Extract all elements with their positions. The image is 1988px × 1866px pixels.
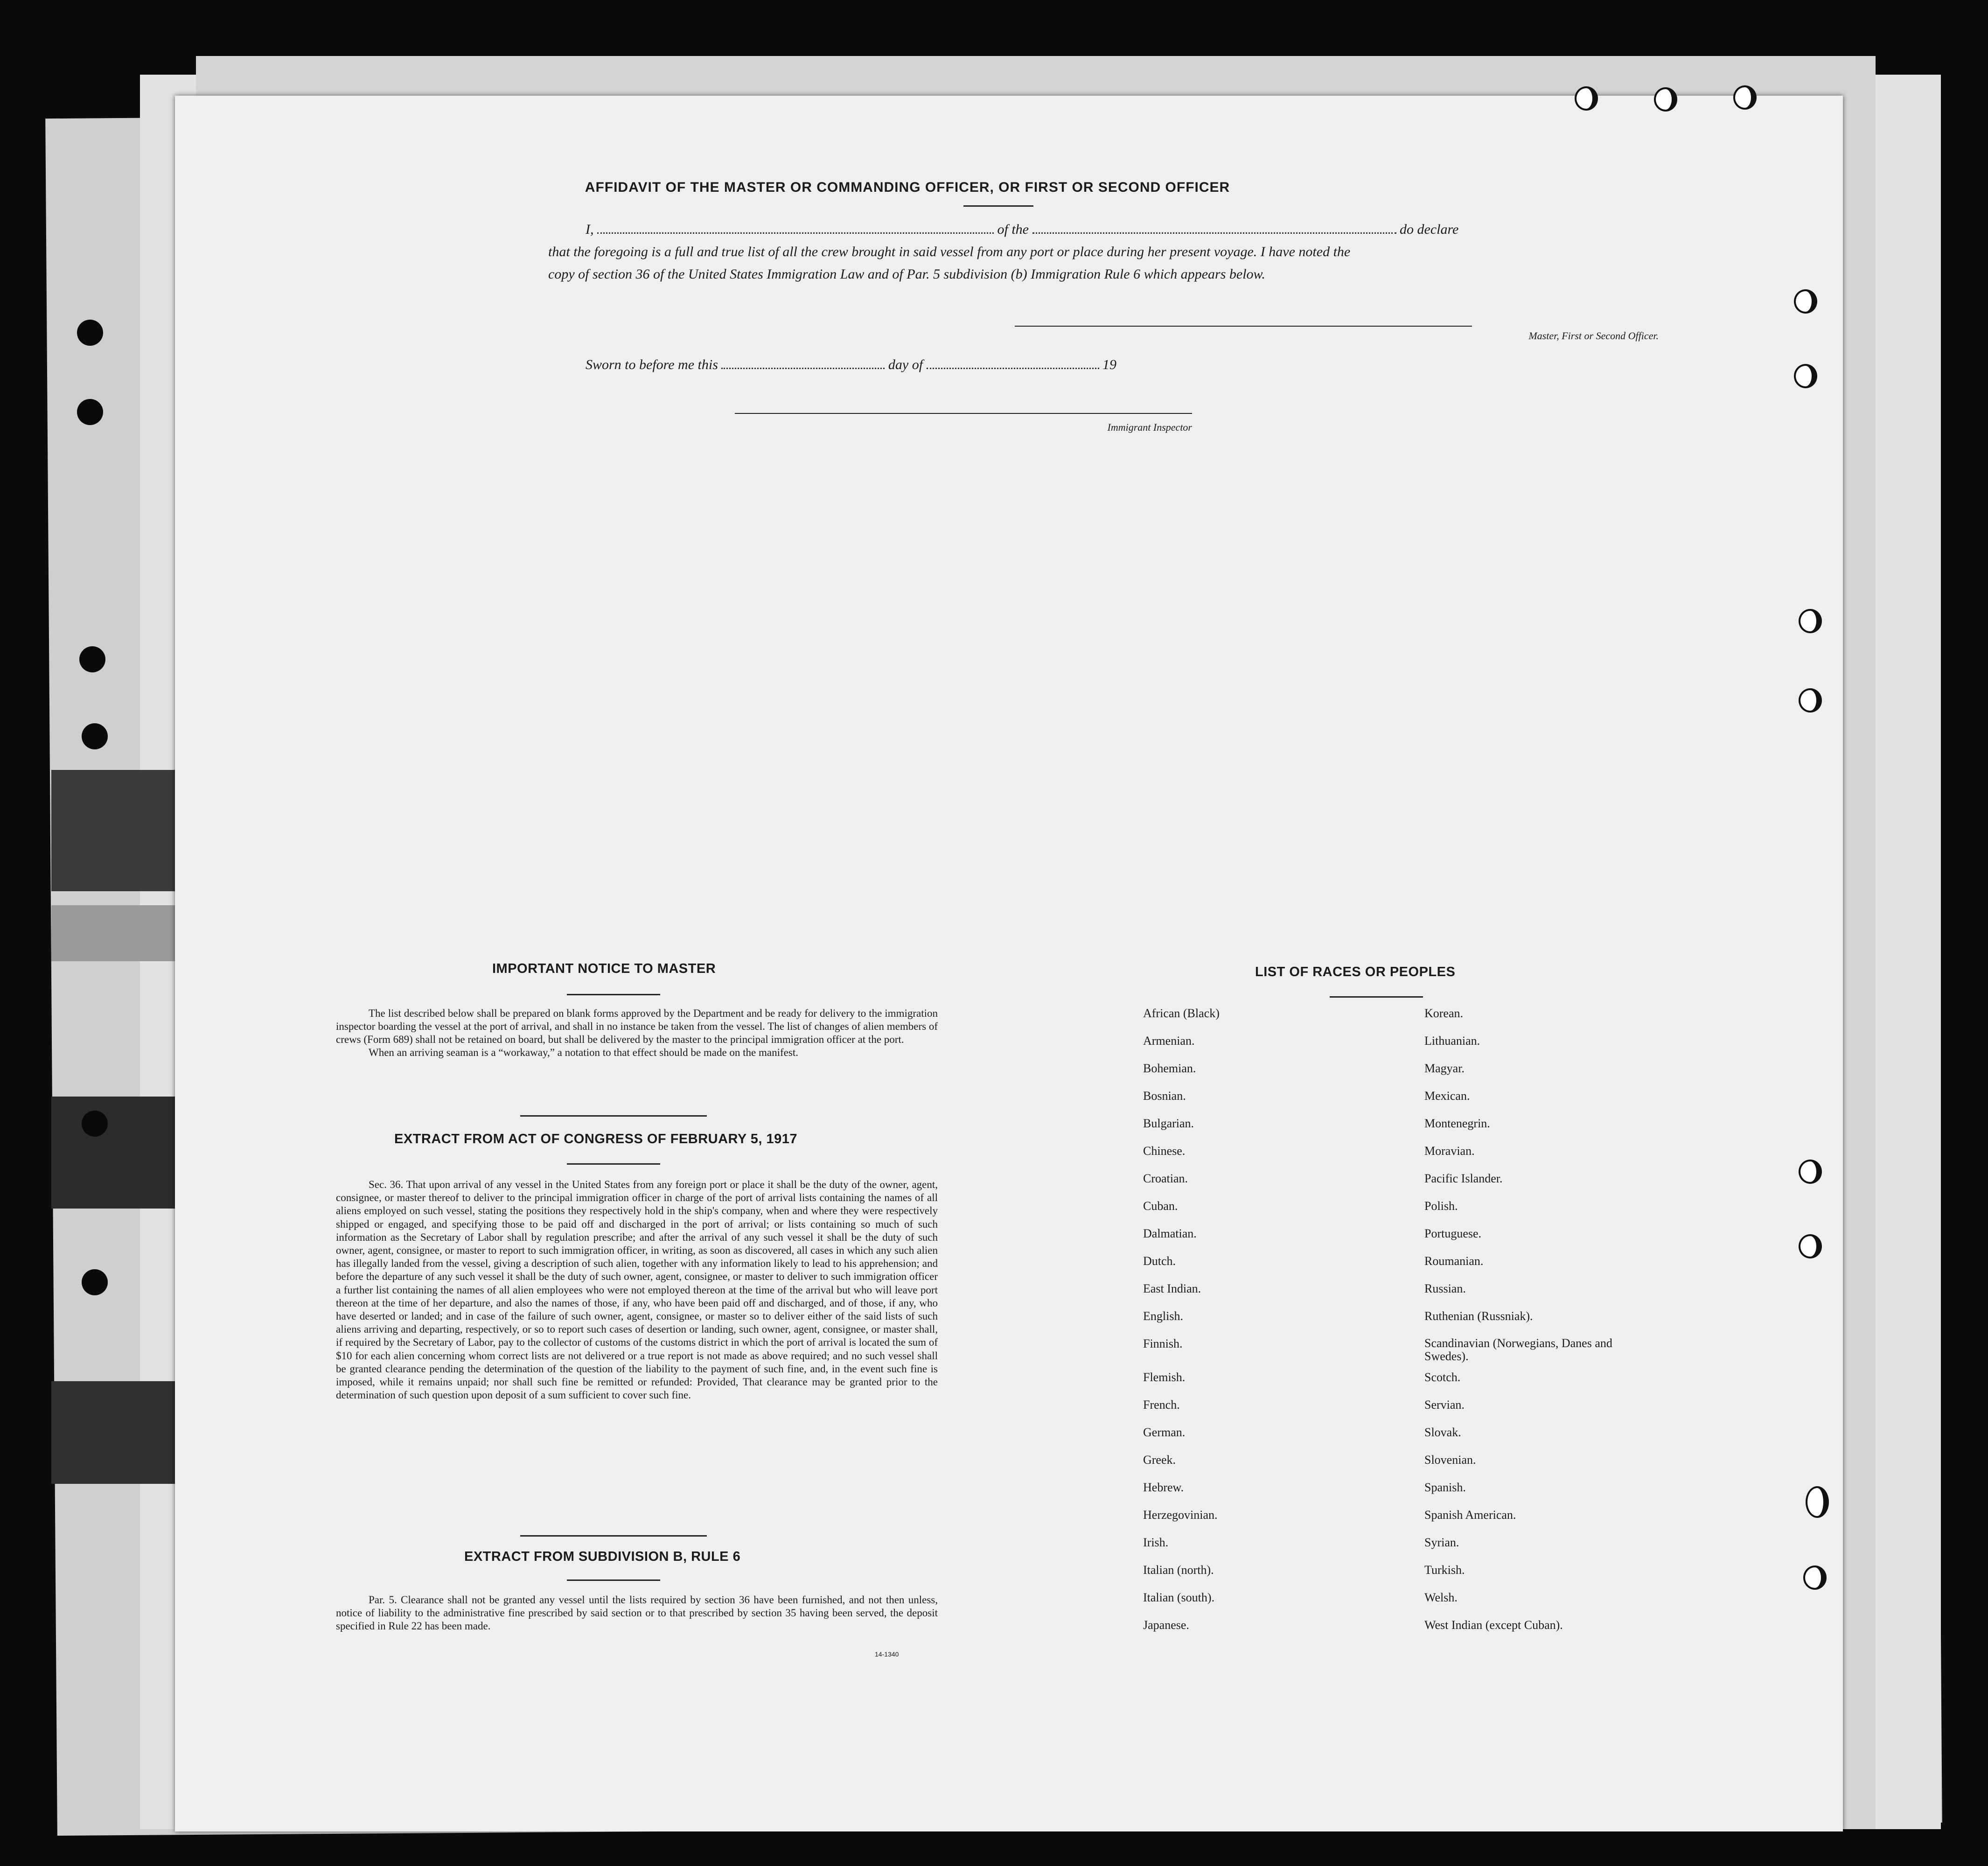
inspector-label: Immigrant Inspector	[1107, 421, 1192, 433]
notice-paragraph-2: When an arriving seaman is a “workaway,” a notation to that effect should be made on the manifest.	[369, 1047, 798, 1058]
affidavit-line3: copy of section 36 of the United States Immigration Law and of Par. 5 subdivision (b) Immigration Rule 6 which appears below.	[548, 266, 1265, 282]
divider	[567, 1579, 660, 1581]
name-blank[interactable]	[597, 223, 994, 234]
bleed-through	[310, 446, 318, 460]
race-item: Polish.	[1424, 1199, 1458, 1213]
race-item: English.	[1143, 1309, 1183, 1323]
race-item: Flemish.	[1143, 1370, 1186, 1384]
race-item: Cuban.	[1143, 1199, 1178, 1213]
binder-pin	[1794, 364, 1817, 388]
binder-pin	[1733, 85, 1757, 110]
race-item: Slovak.	[1424, 1426, 1461, 1439]
race-item: Scandinavian (Norwegians, Danes and Swedes).	[1424, 1336, 1612, 1363]
race-item: Montenegrin.	[1424, 1117, 1490, 1130]
race-item: German.	[1143, 1426, 1186, 1439]
divider	[567, 994, 660, 995]
sworn-month-blank[interactable]	[927, 358, 1099, 369]
race-item: Dutch.	[1143, 1254, 1176, 1268]
page-edge-stripe	[51, 770, 191, 891]
race-item: Slovenian.	[1424, 1453, 1476, 1467]
race-item: Russian.	[1424, 1282, 1466, 1295]
race-item: Chinese.	[1143, 1144, 1186, 1158]
page-edge-stripe	[51, 1381, 191, 1484]
race-item: Servian.	[1424, 1398, 1465, 1412]
sworn-day-blank[interactable]	[721, 358, 885, 369]
extract-rule-title: EXTRACT FROM SUBDIVISION B, RULE 6	[464, 1549, 741, 1564]
year-label: 19	[1102, 357, 1117, 372]
do-declare-label: do declare	[1400, 222, 1459, 237]
divider	[1330, 996, 1423, 998]
race-item: Turkish.	[1424, 1563, 1465, 1577]
race-item: Armenian.	[1143, 1034, 1195, 1048]
notice-paragraph-1: The list described below shall be prepared on blank forms approved by the Department and be ready for delivery to the immigration inspector boarding the vessel at the port of arrival, and shall in no instance be taken from the vessel. The list of changes of alien members of crews (Form 689) shall not be retained on board, but shall be delivered by the master to the principal immigration officer at the port.	[336, 1007, 938, 1045]
race-item: African (Black)	[1143, 1006, 1220, 1020]
binder-pin	[1799, 1160, 1822, 1184]
affidavit-line1	[586, 222, 1458, 238]
divider	[963, 205, 1033, 207]
section-36-text: Sec. 36. That upon arrival of any vessel in the United States from any foreign port or place it shall be the duty of the owner, agent, consignee, or master thereof to deliver to the principal immigration officer in charge of the port of arrival lists containing the names of all aliens employed on such vessel, stating the positions they respectively hold in the ship's company, when and where they were respectively shipped or engaged, and specifying those to be paid off and discharged in the port of arrival; or lists containing so much of such information as the Secretary of Labor shall by regulation prescribe; and after the arrival of any such vessel it shall be the duty of such owner, agent, consignee, or master to report to such immigration officer, in writing, as soon as discovered, all cases in which any such alien has illegally landed from the vessel, giving a description of such alien, together with any information likely to lead to his apprehension; and before the departure of any such vessel it shall be the duty of such owner, agent, consignee, or master to deliver to such immigration officer a further list containing the names of all alien employees who were not employed thereon at the time of the arrival but who will leave port thereon at the time of her departure, and also the names of those, if any, who have been paid off and discharged, and of those, if any, who have deserted or landed; and in case of the failure of such owner, agent, consignee, or master so to deliver either of the said lists of such aliens arriving and departing, respectively, or so to report such cases of desertion or landing, such owner, agent, consignee, or master shall, if required by the Secretary of Labor, pay to the collector of customs of the customs district in which the port of arrival is located the sum of $10 for each alien concerning whom correct lists are not delivered or a true report is not made as above required; and no such vessel shall be granted clearance pending the determination of the question of the liability to the payment of such fine, and, in the event such fine is imposed, while it remains unpaid; nor shall such fine be remitted or refunded: Provided, That clearance may be granted prior to the determination of such question upon deposit of a sum sufficient to cover such fine.	[336, 1179, 938, 1401]
race-item: Japanese.	[1143, 1618, 1189, 1632]
binder-pin	[1799, 1234, 1822, 1258]
race-item: Korean.	[1424, 1006, 1464, 1020]
race-item: French.	[1143, 1398, 1180, 1412]
extract-act-body	[336, 1178, 938, 1402]
divider	[520, 1115, 707, 1117]
race-item: Bohemian.	[1143, 1062, 1196, 1075]
races-title: LIST OF RACES OR PEOPLES	[1255, 964, 1456, 979]
affidavit-title: AFFIDAVIT OF THE MASTER OR COMMANDING OFFICER, OR FIRST OR SECOND OFFICER	[585, 180, 1230, 195]
extract-rule-body	[336, 1593, 938, 1633]
punch-hole	[82, 1111, 108, 1137]
signature-line[interactable]	[1015, 326, 1472, 327]
binder-pin	[1794, 289, 1817, 314]
race-item: West Indian (except Cuban).	[1424, 1618, 1563, 1632]
race-item: Dalmatian.	[1143, 1227, 1197, 1240]
race-item: Spanish American.	[1424, 1508, 1516, 1522]
binder-pin	[1799, 609, 1822, 633]
inspector-line[interactable]	[735, 413, 1192, 414]
day-of-label: day of	[888, 357, 923, 372]
race-item: East Indian.	[1143, 1282, 1201, 1295]
race-item: Hebrew.	[1143, 1481, 1184, 1494]
race-item: Greek.	[1143, 1453, 1176, 1467]
divider	[567, 1163, 660, 1165]
affidavit-line2: that the foregoing is a full and true list of all the crew brought in said vessel from any port or place during her present voyage. I have noted the	[548, 244, 1351, 259]
race-item: Spanish.	[1424, 1481, 1466, 1494]
page-edge-stripe	[51, 905, 191, 961]
race-item: Magyar.	[1424, 1062, 1465, 1075]
race-item: Portuguese.	[1424, 1227, 1482, 1240]
notice-body	[336, 1007, 938, 1059]
page-edge-stripe	[51, 1097, 191, 1209]
punch-hole	[82, 1269, 108, 1295]
race-item: Herzegovinian.	[1143, 1508, 1218, 1522]
extract-act-title: EXTRACT FROM ACT OF CONGRESS OF FEBRUARY 5, 1917	[394, 1132, 798, 1146]
race-item: Ruthenian (Russniak).	[1424, 1309, 1533, 1323]
binder-pin	[1803, 1565, 1827, 1590]
form-code: 14-1340	[875, 1650, 899, 1658]
vessel-blank[interactable]	[1032, 223, 1396, 234]
race-item: Bulgarian.	[1143, 1117, 1194, 1130]
par-5-text: Par. 5. Clearance shall not be granted any vessel until the lists required by section 36 have been furnished, and not then unless, notice of liability to the administrative fine prescribed by said section or to that prescribed by section 35 having been served, the deposit specified in Rule 22 has been made.	[336, 1594, 938, 1632]
sworn-prefix: Sworn to before me this	[586, 357, 718, 372]
binder-pin	[1806, 1486, 1829, 1518]
notice-title: IMPORTANT NOTICE TO MASTER	[492, 961, 716, 976]
punch-hole	[79, 646, 105, 672]
binder-pin	[1799, 688, 1822, 713]
sworn-line	[586, 357, 1116, 373]
race-item: Italian (south).	[1143, 1591, 1215, 1604]
binder-pin	[1575, 86, 1598, 111]
race-item: Syrian.	[1424, 1536, 1459, 1549]
punch-hole	[82, 723, 108, 749]
race-item: Welsh.	[1424, 1591, 1458, 1604]
affidavit-i-label: I,	[586, 222, 594, 237]
immigration-form-page	[175, 96, 1843, 1831]
race-item: Italian (north).	[1143, 1563, 1214, 1577]
race-item: Mexican.	[1424, 1089, 1470, 1103]
race-item: Irish.	[1143, 1536, 1169, 1549]
race-item: Croatian.	[1143, 1172, 1188, 1185]
race-item: Lithuanian.	[1424, 1034, 1480, 1048]
of-the-label: of the	[997, 222, 1029, 237]
race-item: Scotch.	[1424, 1370, 1461, 1384]
divider	[520, 1535, 707, 1537]
race-item: Moravian.	[1424, 1144, 1475, 1158]
signature-label: Master, First or Second Officer.	[1528, 330, 1659, 342]
race-item: Bosnian.	[1143, 1089, 1186, 1103]
race-item: Finnish.	[1143, 1337, 1183, 1350]
race-item: Roumanian.	[1424, 1254, 1484, 1268]
race-item: Pacific Islander.	[1424, 1172, 1503, 1185]
binder-pin	[1654, 87, 1677, 112]
punch-hole	[77, 399, 103, 425]
punch-hole	[77, 320, 103, 346]
